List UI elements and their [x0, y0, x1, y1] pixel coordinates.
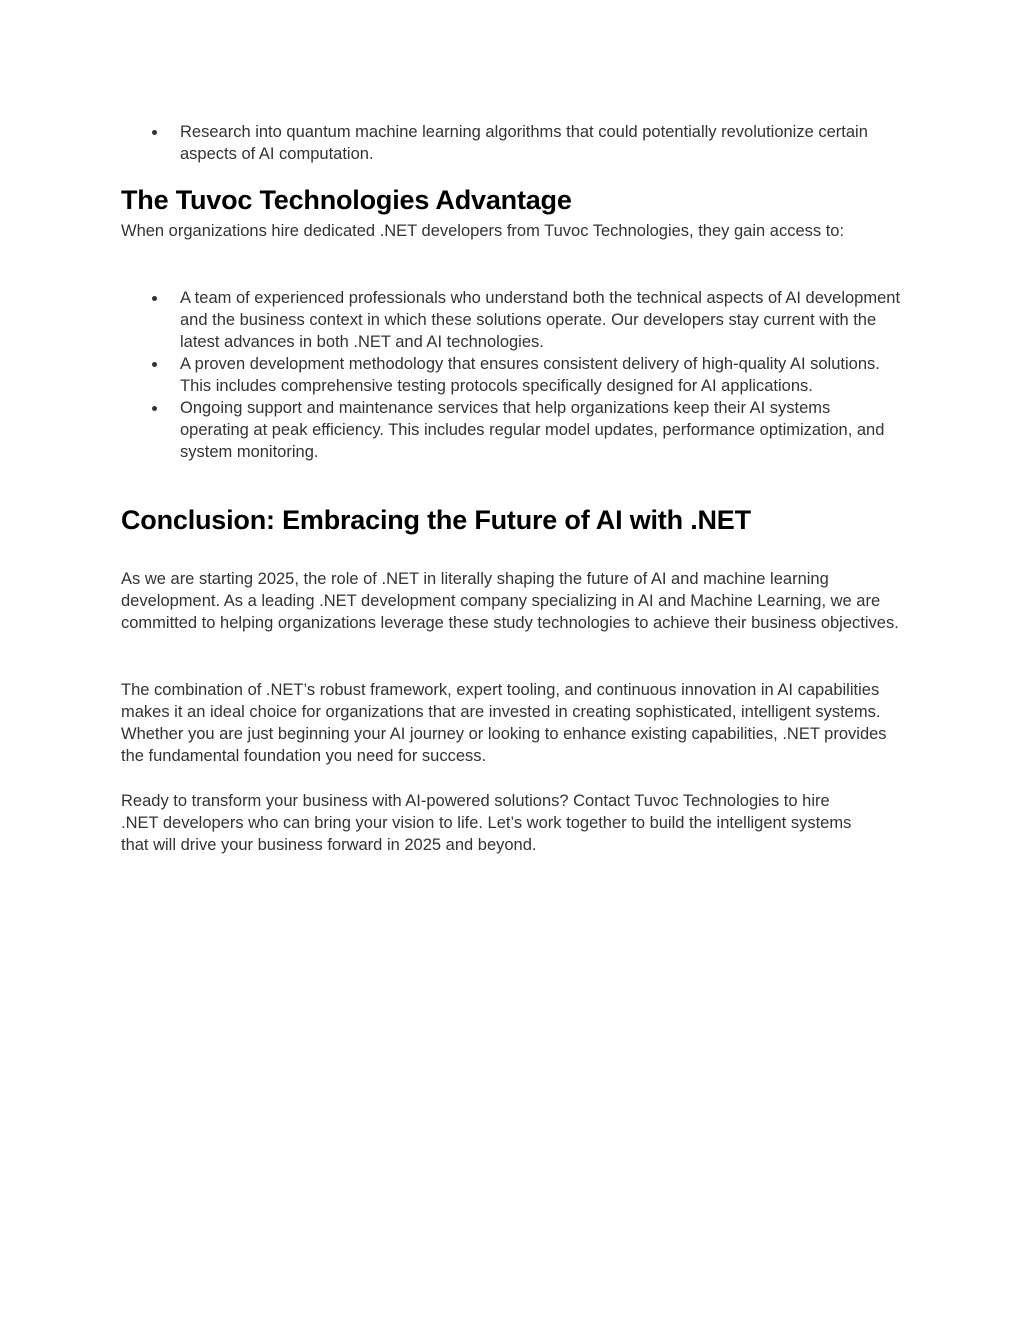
- list-item-text: Research into quantum machine learning algorithms that could potentially revolutionize certain aspects of AI computation.: [180, 123, 868, 163]
- list-item: [121, 121, 901, 165]
- bullet-icon: [152, 362, 157, 367]
- advantage-intro-block: [121, 220, 861, 242]
- conclusion-paragraph: As we are starting 2025, the role of .NET in literally shaping the future of AI and machine learning development. As a leading .NET development company specializing in AI and Machine Learning, we are committed to helping organizations leverage these study technologies to achieve their business objectives.: [121, 570, 899, 632]
- bullet-icon: [152, 406, 157, 411]
- advantage-heading-block: [121, 184, 901, 216]
- section-heading-conclusion: Conclusion: Embracing the Future of AI with .NET: [121, 505, 751, 535]
- advantage-bullet-list: [121, 287, 901, 463]
- list-item-text: A proven development methodology that ensures consistent delivery of high-quality AI solutions. This includes comprehensive testing protocols specifically designed for AI applications.: [180, 355, 880, 395]
- conclusion-heading-block: [121, 504, 901, 536]
- list-item: [121, 287, 901, 353]
- top-bullet-list: [121, 121, 901, 165]
- list-item-text: A team of experienced professionals who understand both the technical aspects of AI development and the business context in which these solutions operate. Our developers stay current with the latest advances in both .NET and AI technologies.: [180, 289, 901, 351]
- list-item: [121, 353, 901, 397]
- top-bullet-list-block: [121, 121, 901, 165]
- list-item-text: Ongoing support and maintenance services that help organizations keep their AI systems operating at peak efficiency. This includes regular model updates, performance optimization, and system monitoring.: [180, 399, 885, 461]
- conclusion-paragraph-1-block: [121, 568, 901, 634]
- bullet-icon: [152, 130, 157, 135]
- conclusion-paragraph: Ready to transform your business with AI-powered solutions? Contact Tuvoc Technologies to hire .NET developers who can bring your vision to life. Let’s work together to build the intelligent systems that will drive your business forward in 2025 and beyond.: [121, 792, 852, 854]
- bullet-icon: [152, 296, 157, 301]
- conclusion-paragraph: The combination of .NET’s robust framework, expert tooling, and continuous innovation in AI capabilities makes it an ideal choice for organizations that are invested in creating sophisticated, intelligent systems. Whether you are just beginning your AI journey or looking to enhance existing capabilities, .NET provides the fundamental foundation you need for success.: [121, 681, 887, 765]
- advantage-bullet-list-block: [121, 287, 901, 463]
- list-item: [121, 397, 901, 463]
- advantage-intro-paragraph: When organizations hire dedicated .NET developers from Tuvoc Technologies, they gain access to:: [121, 222, 845, 240]
- conclusion-paragraph-2-block: [121, 679, 901, 767]
- section-heading-advantage: The Tuvoc Technologies Advantage: [121, 185, 572, 215]
- conclusion-paragraph-3-block: [121, 790, 861, 856]
